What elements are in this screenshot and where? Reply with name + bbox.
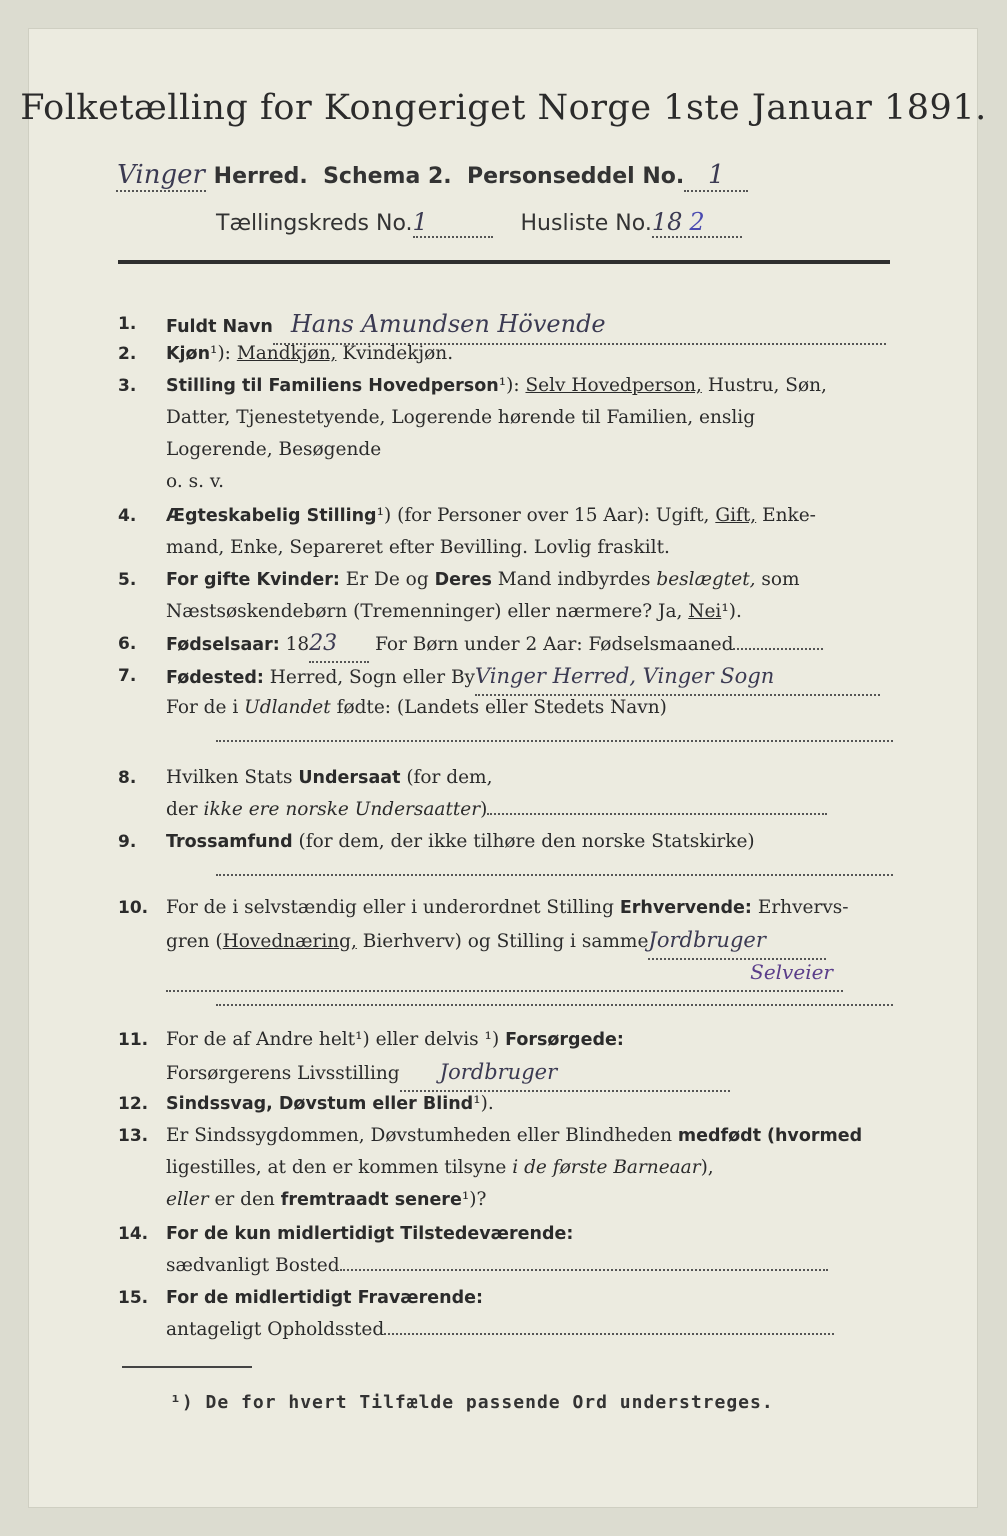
occupation-selected: Hovednæring, bbox=[222, 931, 357, 952]
herred-line bbox=[116, 160, 748, 192]
item-number: 12. bbox=[118, 1094, 149, 1114]
text: er den bbox=[214, 1189, 275, 1210]
sex-option-female: Kvindekjøn. bbox=[342, 343, 454, 364]
text: Hvilken Stats bbox=[166, 767, 293, 788]
text: der bbox=[166, 799, 198, 820]
herred-value: Vinger bbox=[117, 160, 205, 190]
religion-label: Trossamfund bbox=[166, 832, 293, 852]
text: Næstsøskendebørn (Tremenninger) eller nærmere? Ja, bbox=[166, 601, 683, 622]
text: o. s. v. bbox=[166, 471, 224, 492]
text: som bbox=[761, 569, 800, 590]
household-position-selected: Selv Hovedperson, bbox=[525, 375, 702, 396]
form-title: Folketælling for Kongeriget Norge 1ste Januar 1891. bbox=[20, 88, 987, 128]
full-name-value: Hans Amundsen Hövende bbox=[290, 310, 606, 338]
answer-line bbox=[216, 740, 893, 742]
occupation-label: Erhvervende: bbox=[619, 898, 752, 918]
text: ) bbox=[480, 799, 488, 820]
related-selected: Nei bbox=[688, 601, 722, 622]
provider-occupation-value: Jordbruger bbox=[439, 1060, 558, 1084]
schema-label: Schema 2. bbox=[323, 164, 452, 189]
text: Herred, Sogn eller By bbox=[269, 667, 476, 688]
personseddel-value: 1 bbox=[707, 160, 725, 190]
text: (for dem, der ikke tilhøre den norske Statskirke) bbox=[298, 831, 755, 852]
header-rule bbox=[118, 260, 890, 264]
husliste-value: 18 bbox=[651, 208, 683, 236]
item-number: 7. bbox=[118, 666, 137, 686]
personseddel-label: Personseddel No. bbox=[466, 164, 685, 189]
footnote: ¹) De for hvert Tilfælde passende Ord understreges. bbox=[170, 1392, 774, 1413]
text: ligestilles, at den er kommen tilsyne bbox=[166, 1157, 507, 1178]
text: fremtraadt senere bbox=[280, 1190, 462, 1210]
item-number: 11. bbox=[118, 1030, 149, 1050]
text: medfødt bbox=[677, 1126, 762, 1146]
kreds-line bbox=[216, 208, 742, 238]
text: mand, Enke, Separeret efter Bevilling. Lovlig fraskilt. bbox=[166, 537, 670, 558]
text: Er De og bbox=[345, 569, 429, 590]
footnote-ref: ¹). bbox=[473, 1093, 494, 1114]
text: For Børn under 2 Aar: Fødselsmaaned bbox=[375, 634, 734, 655]
text: ¹) eller delvis ¹) bbox=[355, 1029, 500, 1050]
footnote-rule bbox=[122, 1366, 252, 1368]
married-women-label: For gifte Kvinder: bbox=[166, 570, 340, 590]
text: (hvormed bbox=[766, 1126, 863, 1146]
answer-line bbox=[216, 874, 893, 876]
item-number: 2. bbox=[118, 344, 137, 364]
sex-label: Kjøn bbox=[166, 344, 211, 364]
taellingskreds-label: Tællingskreds No. bbox=[216, 211, 413, 236]
occupation-value: Jordbruger bbox=[648, 928, 766, 952]
item-number: 13. bbox=[118, 1126, 149, 1146]
temporary-present-label: For de kun midlertidigt Tilstedeværende: bbox=[166, 1224, 574, 1244]
temporary-absent-label: For de midlertidigt Fraværende: bbox=[166, 1288, 483, 1308]
text: Bierhverv) og Stilling i samme bbox=[362, 931, 649, 952]
item-number: 6. bbox=[118, 634, 137, 654]
item-number: 4. bbox=[118, 506, 137, 526]
birthplace-label: Fødested: bbox=[166, 668, 264, 688]
text: Deres bbox=[434, 570, 492, 590]
herred-label: Herred. bbox=[213, 164, 308, 189]
citizenship-label: Undersaat bbox=[298, 768, 401, 788]
full-name-label: Fuldt Navn bbox=[166, 317, 273, 337]
item-1 bbox=[118, 308, 898, 342]
text: ), bbox=[700, 1157, 714, 1178]
taellingskreds-value: 1 bbox=[412, 208, 428, 236]
item-number: 14. bbox=[118, 1224, 149, 1244]
item-number: 5. bbox=[118, 570, 137, 590]
sex-option-male: Mandkjøn, bbox=[236, 343, 337, 364]
marital-status-label: Ægteskabelig Stilling bbox=[166, 506, 377, 526]
text: For de af Andre helt bbox=[166, 1029, 356, 1050]
text: ikke ere norske Undersaatter bbox=[203, 799, 481, 820]
birth-year-value: 23 bbox=[309, 631, 338, 656]
text: eller bbox=[166, 1189, 209, 1210]
item-number: 8. bbox=[118, 768, 137, 788]
occupation-value-2: Selveier bbox=[750, 960, 833, 984]
item-number: 9. bbox=[118, 832, 137, 852]
answer-line bbox=[216, 1004, 893, 1006]
dependents-label: Forsørgede: bbox=[505, 1030, 624, 1050]
item-number: 15. bbox=[118, 1288, 149, 1308]
marital-status-selected: Gift, bbox=[715, 505, 757, 526]
birth-year-label: Fødselsaar: bbox=[166, 635, 280, 655]
text: beslægtet, bbox=[656, 569, 756, 590]
text: Erhvervs- bbox=[757, 897, 849, 918]
item-number: 3. bbox=[118, 376, 137, 396]
item-number: 10. bbox=[118, 898, 149, 918]
husliste-label: Husliste No. bbox=[520, 211, 652, 236]
text: For de i selvstændig eller i underordnet Stilling bbox=[166, 897, 614, 918]
text: Er Sindssygdommen, Døvstumheden eller Blindheden bbox=[166, 1125, 673, 1146]
text: (for dem, bbox=[406, 767, 493, 788]
text: Udlandet bbox=[244, 697, 331, 718]
disability-label: Sindssvag, Døvstum eller Blind bbox=[166, 1094, 474, 1114]
text: ¹). bbox=[721, 601, 742, 622]
footnote-ref: ¹): bbox=[210, 343, 231, 364]
text: fødte: (Landets eller Stedets Navn) bbox=[336, 697, 667, 718]
text: For de i bbox=[166, 697, 239, 718]
text: Enke- bbox=[762, 505, 816, 526]
birthplace-value: Vinger Herred, Vinger Sogn bbox=[475, 664, 775, 688]
text: ¹)? bbox=[461, 1189, 487, 1210]
text: Forsørgerens Livsstilling bbox=[166, 1063, 400, 1084]
text: antageligt Opholdssted bbox=[166, 1319, 385, 1340]
household-position-label: Stilling til Familiens Hovedperson bbox=[166, 376, 499, 396]
footnote-ref: ¹): bbox=[498, 375, 520, 396]
footnote-ref: ¹) bbox=[376, 505, 392, 526]
husliste-extra: 2 bbox=[689, 208, 705, 236]
item-number: 1. bbox=[118, 314, 137, 334]
text: i de første Barneaar bbox=[512, 1157, 701, 1178]
text: (for Personer over 15 Aar): Ugift, bbox=[397, 505, 710, 526]
text: Datter, Tjenestetyende, Logerende hørende til Familien, enslig bbox=[166, 407, 756, 428]
text: Logerende, Besøgende bbox=[166, 439, 382, 460]
text: Mand indbyrdes bbox=[497, 569, 651, 590]
text: Hustru, Søn, bbox=[707, 375, 827, 396]
text: sædvanligt Bosted bbox=[166, 1255, 340, 1276]
text: 18 bbox=[285, 634, 310, 655]
text: gren ( bbox=[166, 931, 223, 952]
